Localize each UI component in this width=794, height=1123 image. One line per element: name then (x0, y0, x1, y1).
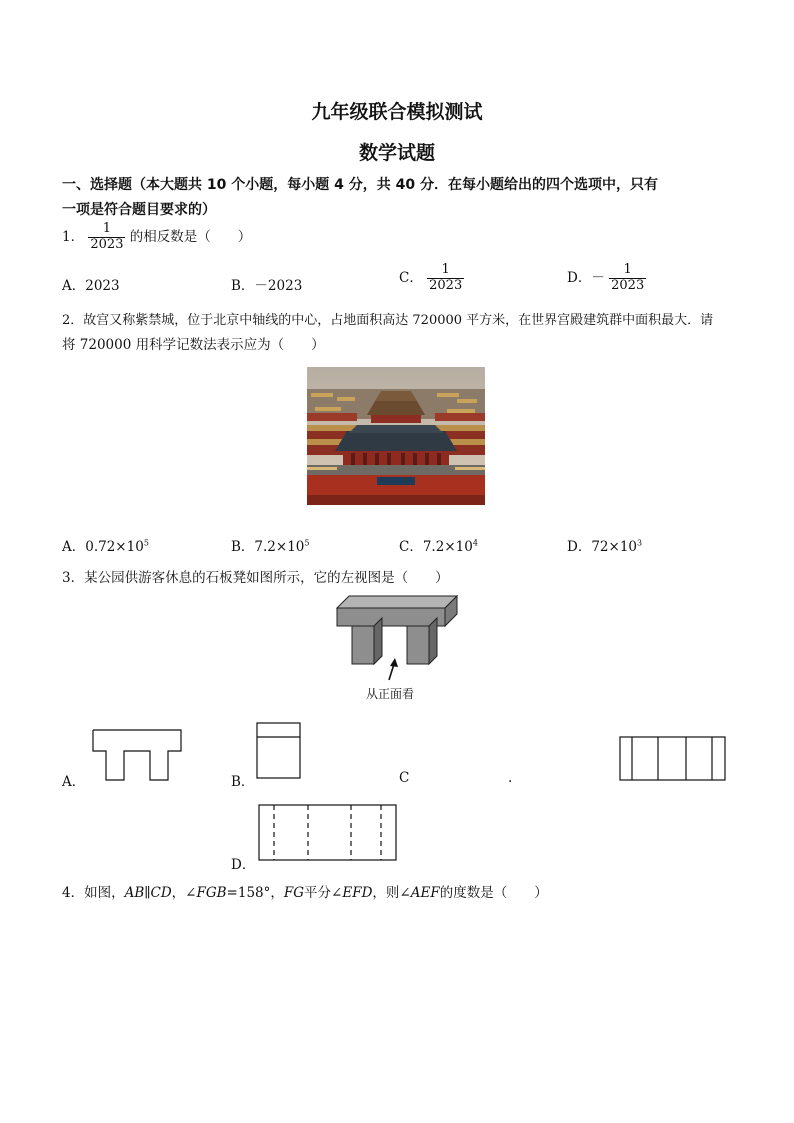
q1-option-c-num: 1 (441, 262, 450, 277)
question-4 (62, 881, 548, 901)
q1-text: 的相反数是（ ） (129, 228, 252, 245)
q1-option-c (399, 263, 464, 294)
q1-fraction (88, 222, 125, 253)
q3-option-a-figure (92, 729, 182, 781)
question-1 (62, 222, 251, 253)
q2-option-a-label: A． (62, 539, 86, 555)
page-title: 九年级联合模拟测试 (311, 101, 483, 123)
q3-option-d-label: D． (231, 857, 256, 873)
q1-option-c-den: 2023 (429, 277, 463, 293)
q4-sep1: ， (171, 885, 186, 901)
q2-option-a-base: 0.72×10 (85, 539, 144, 555)
q2-option-b-exp: 5 (304, 538, 310, 548)
q1-option-d-num: 1 (623, 262, 632, 277)
q3-option-b-figure (256, 722, 302, 780)
q1-option-a (62, 274, 120, 294)
q1-option-c-fraction (427, 263, 464, 294)
q4-ask: 的度数是（ ） (439, 885, 548, 901)
q2-option-c (399, 535, 478, 555)
q4-number: 4．如图， (62, 885, 125, 901)
q2-option-c-exp: 4 (472, 538, 478, 548)
page-subtitle: 数学试题 (358, 142, 435, 164)
q4-sep2: ， (270, 885, 284, 901)
section-header-line2: 一项是符合题目要求的） (62, 202, 216, 218)
q3-option-c-label: C (399, 770, 410, 786)
q1-option-b (231, 274, 302, 294)
q4-fg: FG (283, 885, 305, 901)
q3-option-c-figure (619, 736, 727, 782)
q1-option-b-value: －2023 (254, 278, 303, 294)
q4-angle-value: =158° (226, 885, 271, 901)
q2-option-b (231, 535, 309, 555)
q2-line2: 将 720000 用科学记数法表示应为（ ） (62, 337, 325, 353)
q1-number: 1． (62, 228, 85, 245)
q4-bisect: 平分 (304, 885, 332, 901)
q3-figure-caption: 从正面看 (366, 687, 415, 701)
q1-option-a-label: A． (62, 278, 86, 294)
q3-option-b-label: B． (231, 774, 255, 790)
q4-angle-efd: ∠EFD (331, 885, 373, 901)
q4-ab-parallel-cd: AB∥CD (124, 885, 172, 901)
q2-option-b-base: 7.2×10 (254, 539, 305, 555)
q2-option-d-base: 72×10 (591, 539, 637, 555)
q1-option-a-value: 2023 (85, 278, 120, 294)
q2-option-c-label: C． (399, 539, 423, 555)
q1-frac-num: 1 (102, 221, 112, 236)
section-header-line1: 一、选择题（本大题共 10 个小题，每小题 4 分，共 40 分．在每小题给出的四个选项中，只有 (62, 177, 658, 193)
q1-option-d-den: 2023 (611, 277, 645, 293)
q2-option-a-exp: 5 (143, 538, 149, 548)
q2-option-b-label: B． (231, 539, 255, 555)
q2-option-d-exp: 3 (637, 538, 643, 548)
q2-option-c-base: 7.2×10 (422, 539, 473, 555)
q1-option-d-label: D． (567, 269, 592, 286)
q3-option-d-figure (258, 804, 398, 862)
q1-option-d (567, 263, 646, 294)
q3-option-a-label: A． (62, 774, 86, 790)
q2-option-d (567, 535, 642, 555)
q3-text: 3．某公园供游客休息的石板凳如图所示，它的左视图是（ ） (62, 570, 449, 586)
q1-option-b-label: B． (231, 278, 255, 294)
forbidden-city-photo (307, 367, 485, 505)
q4-angle-fgb: ∠FGB (185, 885, 227, 901)
q1-option-c-label: C． (399, 269, 423, 286)
q4-angle-aef: ∠AEF (399, 885, 440, 901)
q1-option-d-sign: － (591, 269, 605, 286)
q2-option-a (62, 535, 149, 555)
q3-option-c-dot: . (508, 770, 513, 786)
q1-option-d-fraction (609, 263, 646, 294)
q4-then: ，则 (372, 885, 400, 901)
q2-line1: 2．故宫又称紫禁城，位于北京中轴线的中心，占地面积高达 720000 平方米，在世界宫殿建筑群中面积最大．请 (62, 313, 714, 328)
q2-option-d-label: D． (567, 539, 592, 555)
q1-frac-den: 2023 (90, 236, 124, 252)
